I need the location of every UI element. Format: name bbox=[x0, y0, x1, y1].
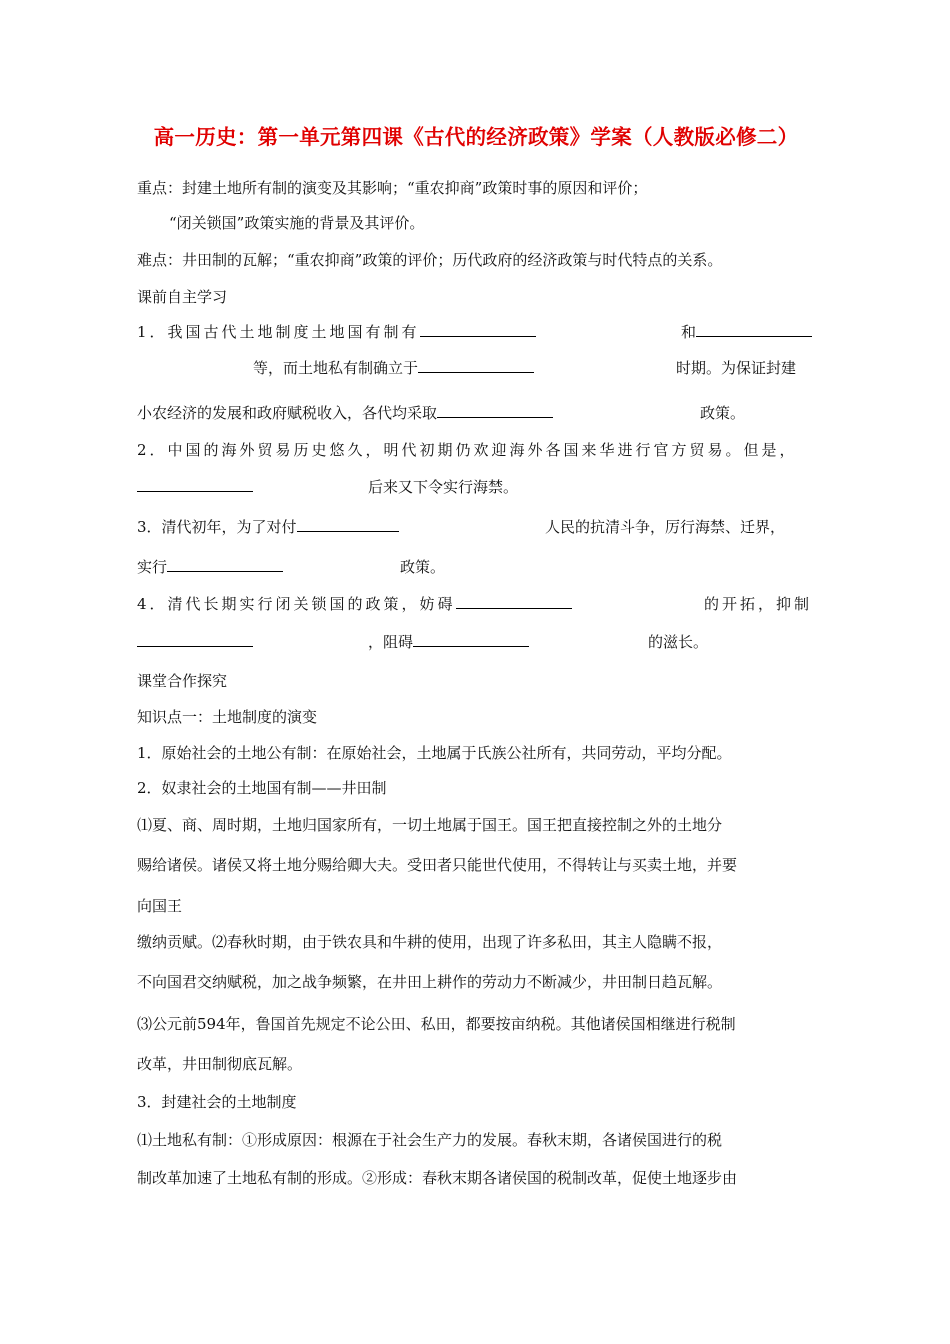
q1-blank-1[interactable] bbox=[420, 322, 536, 337]
paragraph-line: 不向国君交纳赋税，加之战争频繁，在井田上耕作的劳动力不断减少，井田制日趋瓦解。 bbox=[137, 973, 723, 991]
q2-blank-line bbox=[137, 477, 253, 497]
paragraph-line: 缴纳贡赋。⑵春秋时期，由于铁农具和牛耕的使用，出现了许多私田，其主人隐瞒不报， bbox=[137, 933, 723, 951]
q4-text-d: 的滋长。 bbox=[648, 633, 709, 651]
q1-blank-2[interactable] bbox=[696, 322, 812, 337]
paragraph-feudal-heading: 3．封建社会的土地制度 bbox=[137, 1093, 297, 1111]
paragraph-line: ⑴土地私有制：①形成原因：根源在于社会生产力的发展。春秋末期，各诸侯国进行的税 bbox=[137, 1131, 723, 1149]
q1-text-a: 1．我国古代土地制度土地国有制有 bbox=[137, 322, 536, 342]
paragraph-line: ⑴夏、商、周时期，土地归国家所有，一切土地属于国王。国王把直接控制之外的土地分 bbox=[137, 816, 723, 834]
paragraph-primitive: 1．原始社会的土地公有制：在原始社会，土地属于氏族公社所有，共同劳动，平均分配。 bbox=[137, 744, 732, 762]
paragraph-slave-heading: 2．奴隶社会的土地国有制——井田制 bbox=[137, 779, 387, 797]
q4-blank-2[interactable] bbox=[137, 632, 253, 647]
q4-text-a: 4．清代长期实行闭关锁国的政策，妨碍 bbox=[137, 594, 572, 614]
q4-blank-1[interactable] bbox=[456, 594, 572, 609]
difficult-points: 难点：井田制的瓦解；“重农抑商”政策的评价；历代政府的经济政策与时代特点的关系。 bbox=[137, 251, 723, 269]
q2-blank-1[interactable] bbox=[137, 477, 253, 492]
paragraph-line: 制改革加速了土地私有制的形成。②形成：春秋末期各诸侯国的税制改革，促使土地逐步由 bbox=[137, 1169, 738, 1187]
q3-text-b: 人民的抗清斗争，厉行海禁、迁界， bbox=[545, 518, 786, 536]
q4-blank-3[interactable] bbox=[413, 632, 529, 647]
q1-blank-4[interactable] bbox=[437, 403, 553, 418]
q1-text-d: 时期。为保证封建 bbox=[676, 359, 797, 377]
paragraph-line: 向国王 bbox=[137, 897, 183, 915]
q2-text-b: 后来又下令实行海禁。 bbox=[368, 478, 519, 496]
q3-text-c: 实行 bbox=[137, 557, 283, 577]
knowledge-point-1: 知识点一：土地制度的演变 bbox=[137, 708, 318, 726]
key-points-line-2: “闭关锁国”政策实施的背景及其评价。 bbox=[169, 214, 425, 232]
q3-text-d: 政策。 bbox=[400, 558, 446, 576]
paragraph-line: ⑶公元前594年，鲁国首先规定不论公田、私田，都要按亩纳税。其他诸侯国相继进行税制 bbox=[137, 1015, 736, 1033]
paragraph-line: 改革，井田制彻底瓦解。 bbox=[137, 1055, 303, 1073]
q4-text-b: 的开拓，抑制 bbox=[704, 595, 813, 613]
q2-text-a: 2．中国的海外贸易历史悠久，明代初期仍欢迎海外各国来华进行官方贸易。但是， bbox=[137, 441, 798, 459]
q4-blank-line bbox=[137, 632, 253, 652]
q1-blank-3[interactable] bbox=[418, 358, 534, 373]
q1-text-e: 小农经济的发展和政府赋税收入，各代均采取 bbox=[137, 403, 553, 423]
q1-text-f: 政策。 bbox=[700, 404, 746, 422]
q3-blank-1[interactable] bbox=[297, 517, 399, 532]
section-pre-study: 课前自主学习 bbox=[137, 288, 228, 306]
key-points-line-1: 重点：封建土地所有制的演变及其影响；“重农抑商”政策时事的原因和评价； bbox=[137, 179, 648, 197]
q4-text-c: ，阻碍 bbox=[368, 632, 529, 652]
section-class-study: 课堂合作探究 bbox=[137, 672, 228, 690]
q1-text-c: 等，而土地私有制确立于 bbox=[253, 358, 534, 378]
paragraph-line: 赐给诸侯。诸侯又将土地分赐给卿大夫。受田者只能世代使用，不得转让与买卖土地，并要 bbox=[137, 856, 738, 874]
q3-text-a: 3．清代初年，为了对付 bbox=[137, 517, 399, 537]
page-title: 高一历史：第一单元第四课《古代的经济政策》学案（人教版必修二） bbox=[153, 125, 799, 149]
q3-blank-2[interactable] bbox=[167, 557, 283, 572]
q1-text-b: 和 bbox=[681, 322, 812, 342]
